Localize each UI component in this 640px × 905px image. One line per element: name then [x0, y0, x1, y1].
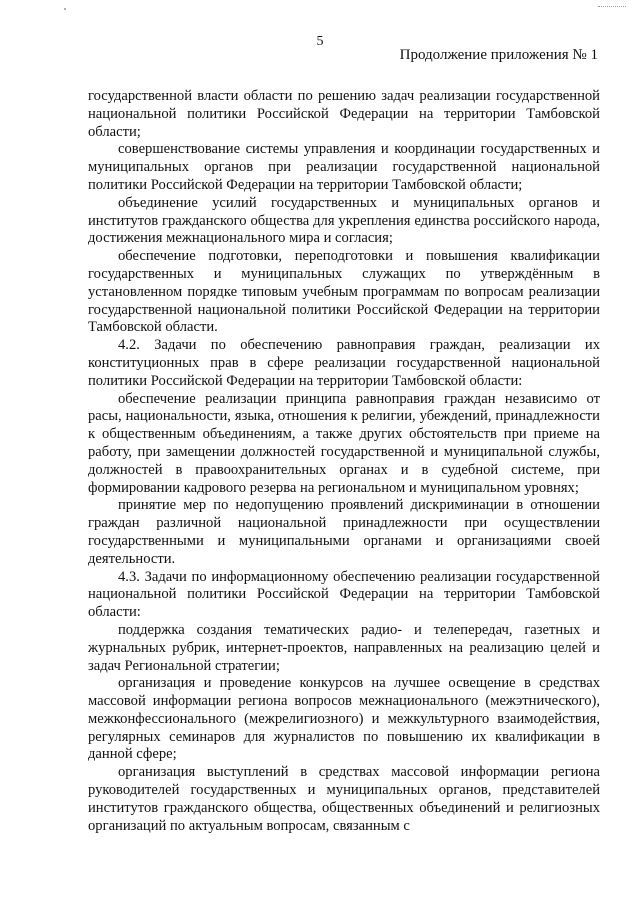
paragraph: поддержка создания тематических радио- и телепередач, газетных и журнальных рубрик, интернет-проектов, направленных на реализацию целей и задач Региональной стратегии;	[88, 621, 600, 674]
scan-artifact	[598, 6, 626, 9]
running-head: Продолжение приложения № 1	[399, 47, 598, 63]
paragraph: объединение усилий государственных и муниципальных органов и институтов гражданского общества для укрепления единства российского народа, достижения межнационального мира и согласия;	[88, 194, 600, 247]
section-heading-paragraph: 4.2. Задачи по обеспечению равноправия граждан, реализации их конституционных прав в сфере реализации государственной национальной политики Российской Федерации на территории Тамбовской области:	[88, 337, 600, 389]
paragraph: организация и проведение конкурсов на лучшее освещение в средствах массовой информации региона вопросов межнационального (межэтнического), межконфессионального (межрелигиозного) и межкультурного взаимодействия, регулярных семинаров для журналистов по повышению их квалификации в данной сфере;	[88, 675, 600, 763]
paragraph: обеспечение подготовки, переподготовки и повышения квалификации государственных и муниципальных служащих по утверждённым в установленном порядке типовым учебным программам по вопросам реализации государственной национальной политики Российской Федерации на территории Тамбовской области.	[88, 248, 600, 336]
paragraph: организация выступлений в средствах массовой информации региона руководителей государственных и муниципальных органов, представителей институтов гражданского общества, общественных объединений и религиозных организаций по актуальным вопросам, связанным с	[88, 764, 600, 834]
page-number: 5	[316, 34, 324, 49]
paragraph: обеспечение реализации принципа равноправия граждан независимо от расы, национальности, языка, отношения к религии, убеждений, принадлежности к общественным объединениям, а также других обстоятельств при приеме на работу, при замещении должностей государственной и муниципальной службы, должностей в правоохранительных органах и в судебной системе, при формировании кадрового резерва на региональном и муниципальном уровнях;	[88, 390, 600, 496]
document-body	[88, 88, 600, 835]
paragraph: совершенствование системы управления и координации государственных и муниципальных органов при реализации государственной национальной политики Российской Федерации на территории Тамбовской области;	[88, 141, 600, 193]
paragraph: принятие мер по недопущению проявлений дискриминации в отношении граждан различной национальной принадлежности при осуществлении государственными и муниципальными органами и организациями своей деятельности.	[88, 497, 600, 567]
scan-artifact	[64, 8, 66, 10]
section-heading-paragraph: 4.3. Задачи по информационному обеспечению реализации государственной национальной политики Российской Федерации на территории Тамбовской области:	[88, 568, 600, 621]
paragraph: государственной власти области по решению задач реализации государственной национальной политики Российской Федерации на территории Тамбовской области;	[88, 88, 600, 140]
